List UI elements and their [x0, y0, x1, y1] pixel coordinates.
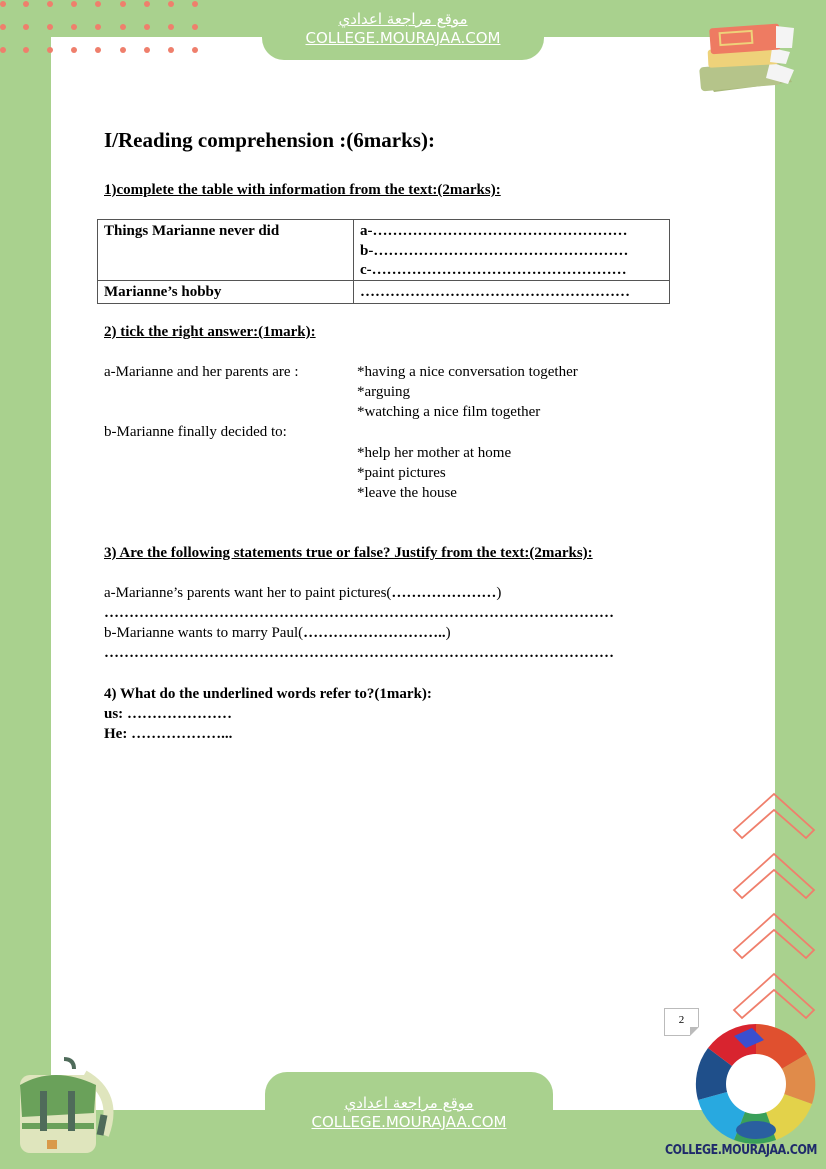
header-brand-tab: [262, 0, 544, 60]
true-false-blank[interactable]: …………………: [391, 585, 497, 601]
table-row: [98, 281, 670, 304]
q1-title: 1)complete the table with information from the text:(2marks):: [104, 182, 501, 198]
true-false-blank[interactable]: ………………………..: [303, 625, 446, 641]
q4-us: us: …………………: [104, 706, 232, 722]
q2-title: 2) tick the right answer:(1mark):: [104, 324, 316, 340]
row-label: Things Marianne never did: [98, 220, 354, 281]
option[interactable]: *paint pictures: [357, 465, 446, 481]
option[interactable]: *leave the house: [357, 485, 457, 501]
refer-blank[interactable]: ………………...: [131, 726, 233, 742]
brand-arabic: موقع مراجعة اعدادي: [344, 1094, 474, 1112]
answer-blank-b[interactable]: b-……………………………………………: [360, 243, 629, 259]
row-answers[interactable]: [354, 220, 670, 281]
page-number: 2: [664, 1008, 699, 1036]
q3a-statement: a-Marianne’s parents want her to paint pictures(…………………): [104, 585, 502, 601]
books-icon: [692, 12, 802, 94]
chevrons-decoration: [730, 790, 820, 1030]
option[interactable]: *arguing: [357, 384, 411, 400]
justify-blank[interactable]: …………………………………………………………………………………………: [104, 645, 614, 661]
q4-he: He: ………………...: [104, 726, 233, 742]
option[interactable]: *having a nice conversation together: [357, 364, 578, 380]
q4-title: 4) What do the underlined words refer to?(1mark):: [104, 686, 432, 702]
justify-blank[interactable]: …………………………………………………………………………………………: [104, 605, 614, 621]
frame-left-bar: [0, 0, 51, 1169]
answer-blank-a[interactable]: a-……………………………………………: [360, 223, 628, 239]
option[interactable]: *help her mother at home: [357, 445, 512, 461]
row-label: Marianne’s hobby: [98, 281, 354, 304]
section-title: I/Reading comprehension :(6marks):: [104, 128, 435, 152]
answer-blank-hobby[interactable]: ………………………………………………: [354, 281, 670, 304]
college-logo-icon: [694, 1022, 818, 1146]
refer-blank[interactable]: …………………: [126, 706, 232, 722]
brand-site-link[interactable]: COLLEGE.MOURAJAA.COM: [305, 29, 501, 47]
brand-site-link[interactable]: COLLEGE.MOURAJAA.COM: [311, 1113, 507, 1131]
info-table: [97, 219, 670, 304]
q2b-prompt: b-Marianne finally decided to:: [104, 424, 287, 440]
brand-arabic: موقع مراجعة اعدادي: [338, 10, 468, 28]
q3-title: 3) Are the following statements true or false? Justify from the text:(2marks):: [104, 545, 593, 561]
q2a-prompt: a-Marianne and her parents are :: [104, 364, 299, 380]
footer-brand-tab: [265, 1072, 553, 1132]
backpack-icon: [14, 1055, 114, 1155]
answer-blank-c[interactable]: c-……………………………………………: [360, 262, 627, 278]
logo-site-text[interactable]: COLLEGE.MOURAJAA.COM: [665, 1143, 817, 1158]
q3b-statement: b-Marianne wants to marry Paul(………………………..): [104, 625, 451, 641]
option[interactable]: *watching a nice film together: [357, 404, 541, 420]
table-row: [98, 220, 670, 281]
